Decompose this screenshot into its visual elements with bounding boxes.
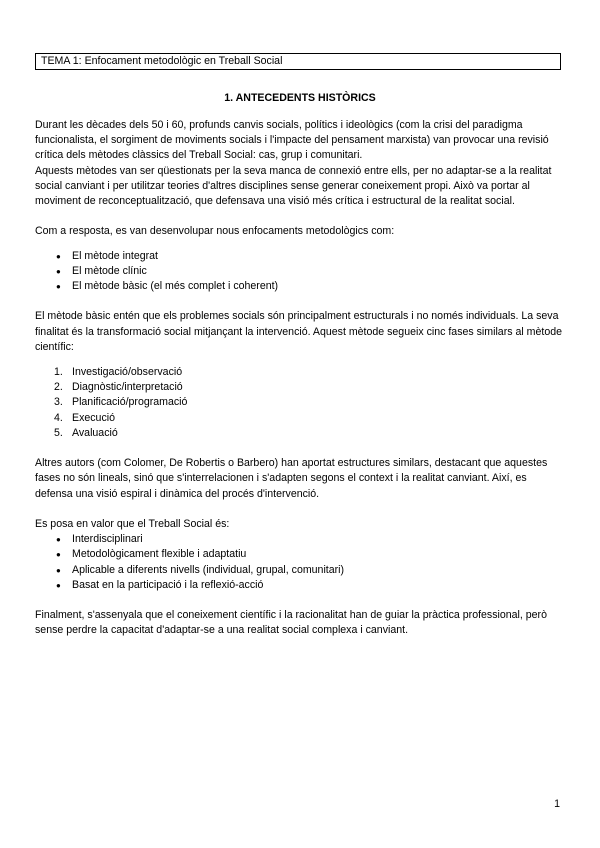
- page-number: 1: [554, 798, 560, 810]
- list-item: 5. Avaluació: [54, 426, 118, 439]
- list-item: 4. Execució: [54, 411, 115, 424]
- methods-list: [35, 249, 565, 295]
- section-heading: 1. ANTECEDENTS HISTÒRICS: [224, 92, 376, 104]
- bullet-icon: ●: [56, 535, 61, 545]
- document-body: [35, 118, 565, 639]
- list-item: ● Aplicable a diferents nivells (individual, grupal, comunitari): [35, 563, 565, 578]
- traits-list: [35, 532, 565, 593]
- bullet-icon: ●: [56, 251, 61, 261]
- paragraph-conclusion: Finalment, s'assenyala que el coneixement científic i la racionalitat han de guiar la pràctica professional, però sense perdre la capacitat d'adaptar-se a una realitat social complexa i canviant.: [35, 609, 547, 637]
- list-item: 1. Investigació/observació: [54, 366, 183, 379]
- bullet-icon: ●: [56, 580, 61, 590]
- bullet-icon: ●: [56, 266, 61, 276]
- paragraph-basic-method: El mètode bàsic entén que els problemes socials són principalment estructurals i no només individuals. La seva finalitat és la transformació social mitjançant la intervenció. Aquest mètode segueix cinc fases similars al mètode científic:: [35, 310, 562, 353]
- topic-header-box: [35, 53, 561, 70]
- list-item: ● Interdisciplinari: [35, 532, 565, 547]
- list-item: 2. Diagnòstic/interpretació: [54, 381, 183, 394]
- bullet-icon: ●: [56, 282, 61, 292]
- phases-list: [35, 365, 565, 441]
- list-item: ● El mètode bàsic (el més complet i coherent): [35, 279, 565, 294]
- paragraph-response: Com a resposta, es van desenvolupar nous enfocaments metodològics com:: [35, 225, 395, 238]
- paragraph-other-authors: Altres autors (com Colomer, De Robertis o Barbero) han aportat estructures similars, destacant que aquestes fases no són lineals, sinó que s'interrelacionen i s'adapten segons el context i la realitat canviant. Així, es defensa una visió espiral i dinàmica del procés d'intervenció.: [35, 457, 548, 500]
- paragraph-critique: Aquests mètodes van ser qüestionats per la seva manca de connexió entre ells, per no adaptar-se a la realitat social canviant i per utilitzar teories d'altres disciplines sense generar coneixement propi. Això va portar al moviment de reconceptualització, que defensava una visió més crítica i estructural de la realitat social.: [35, 164, 552, 208]
- bullet-icon: ●: [56, 550, 61, 560]
- list-item: ● Basat en la participació i la reflexió-acció: [35, 578, 565, 593]
- paragraph-social-work-traits: Es posa en valor que el Treball Social és:: [35, 518, 230, 531]
- topic-header-text: TEMA 1: Enfocament metodològic en Treball Social: [41, 55, 283, 67]
- list-item: ● Metodològicament flexible i adaptatiu: [35, 547, 565, 562]
- list-item: ● El mètode clínic: [35, 264, 565, 279]
- paragraph-intro: Durant les dècades dels 50 i 60, profunds canvis socials, polítics i ideològics (com la crisi del paradigma funcionalista, el sorgiment de moviments socials i l'impacte del pensament marxista) van provocar una revisió crítica dels mètodes clàssics del Treball Social: cas, grup i comunitari.: [35, 119, 549, 162]
- list-item: 3. Planificació/programació: [54, 396, 188, 409]
- list-item: ● El mètode integrat: [35, 249, 565, 264]
- bullet-icon: ●: [56, 565, 61, 575]
